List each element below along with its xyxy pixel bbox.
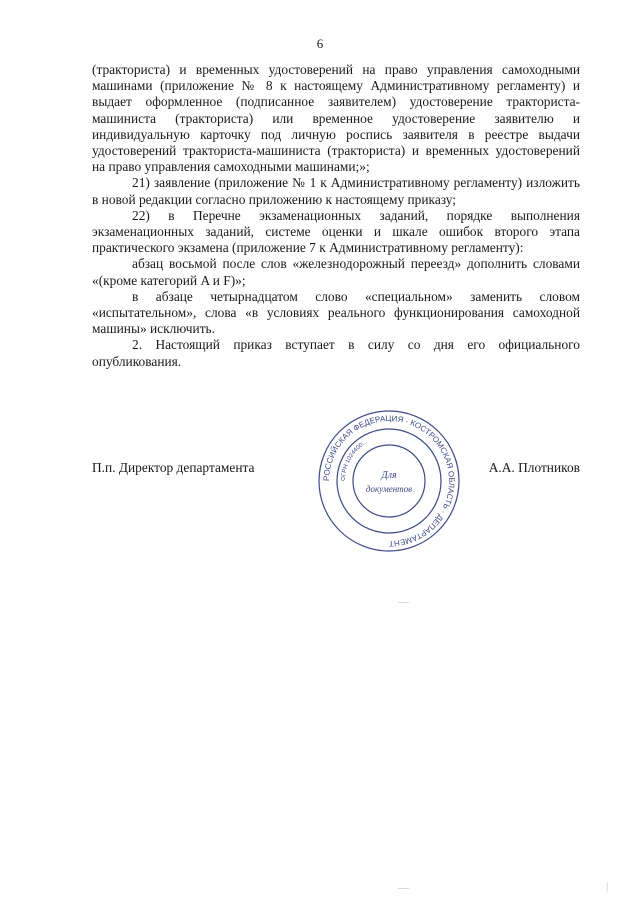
signatory-name: А.А. Плотников [488,460,580,475]
seal-inner-ring [353,445,425,517]
signatory-position: П.п. Директор департамента [92,460,255,475]
document-body [92,62,580,370]
paragraph-3: 22) в Перечне экзаменационных заданий, порядке выполнения экзаменационных заданий, системе оценки и шкале ошибок второго этапа практического экзамена (приложение 7 к Административному регламенту): [92,207,580,256]
paragraph-2: 21) заявление (приложение № 1 к Административному регламенту) изложить в новой редакции согласно приложению к настоящему приказу; [92,175,580,207]
paragraph-1: (тракториста) и временных удостоверений на право управления самоходными машинами (приложение № 8 к настоящему Административному регламенту) и выдает оформленное (подписанное заявителем) удостоверение тракториста-машиниста (тракториста) или временное удостоверение заявителю и индивидуальную карточку под личную роспись заявителя в реестре выдачи удостоверений тракториста-машиниста (тракториста) и временных удостоверений на право управления самоходными машинами;»; [92,62,580,175]
scan-mark: — [398,596,409,608]
seal-inner-text: ОГРН 1024400... [340,439,369,482]
paragraph-4: абзац восьмой после слов «железнодорожный переезд» дополнить словами «(кроме категорий A и F)»; [92,256,580,288]
seal-center-line-1: Для [381,470,397,481]
page-number: 6 [316,36,324,51]
official-seal [316,408,462,554]
seal-outer-text: РОССИЙСКАЯ ФЕДЕРАЦИЯ · КОСТРОМСКАЯ ОБЛАСТЬ · ДЕПАРТАМЕНТ [321,413,457,549]
scan-mark: — [398,882,409,894]
seal-center-line-2: документов [365,484,413,494]
seal-outer-ring [319,411,459,551]
scan-mark: | [606,880,609,892]
paragraph-5: в абзаце четырнадцатом слово «специальном» заменить словом «испытательном», слова «в условиях реального функционирования самоходной машины» исключить. [92,288,580,337]
seal-graphic [316,408,462,554]
paragraph-6: 2. Настоящий приказ вступает в силу со дня его официального опубликования. [92,337,580,369]
